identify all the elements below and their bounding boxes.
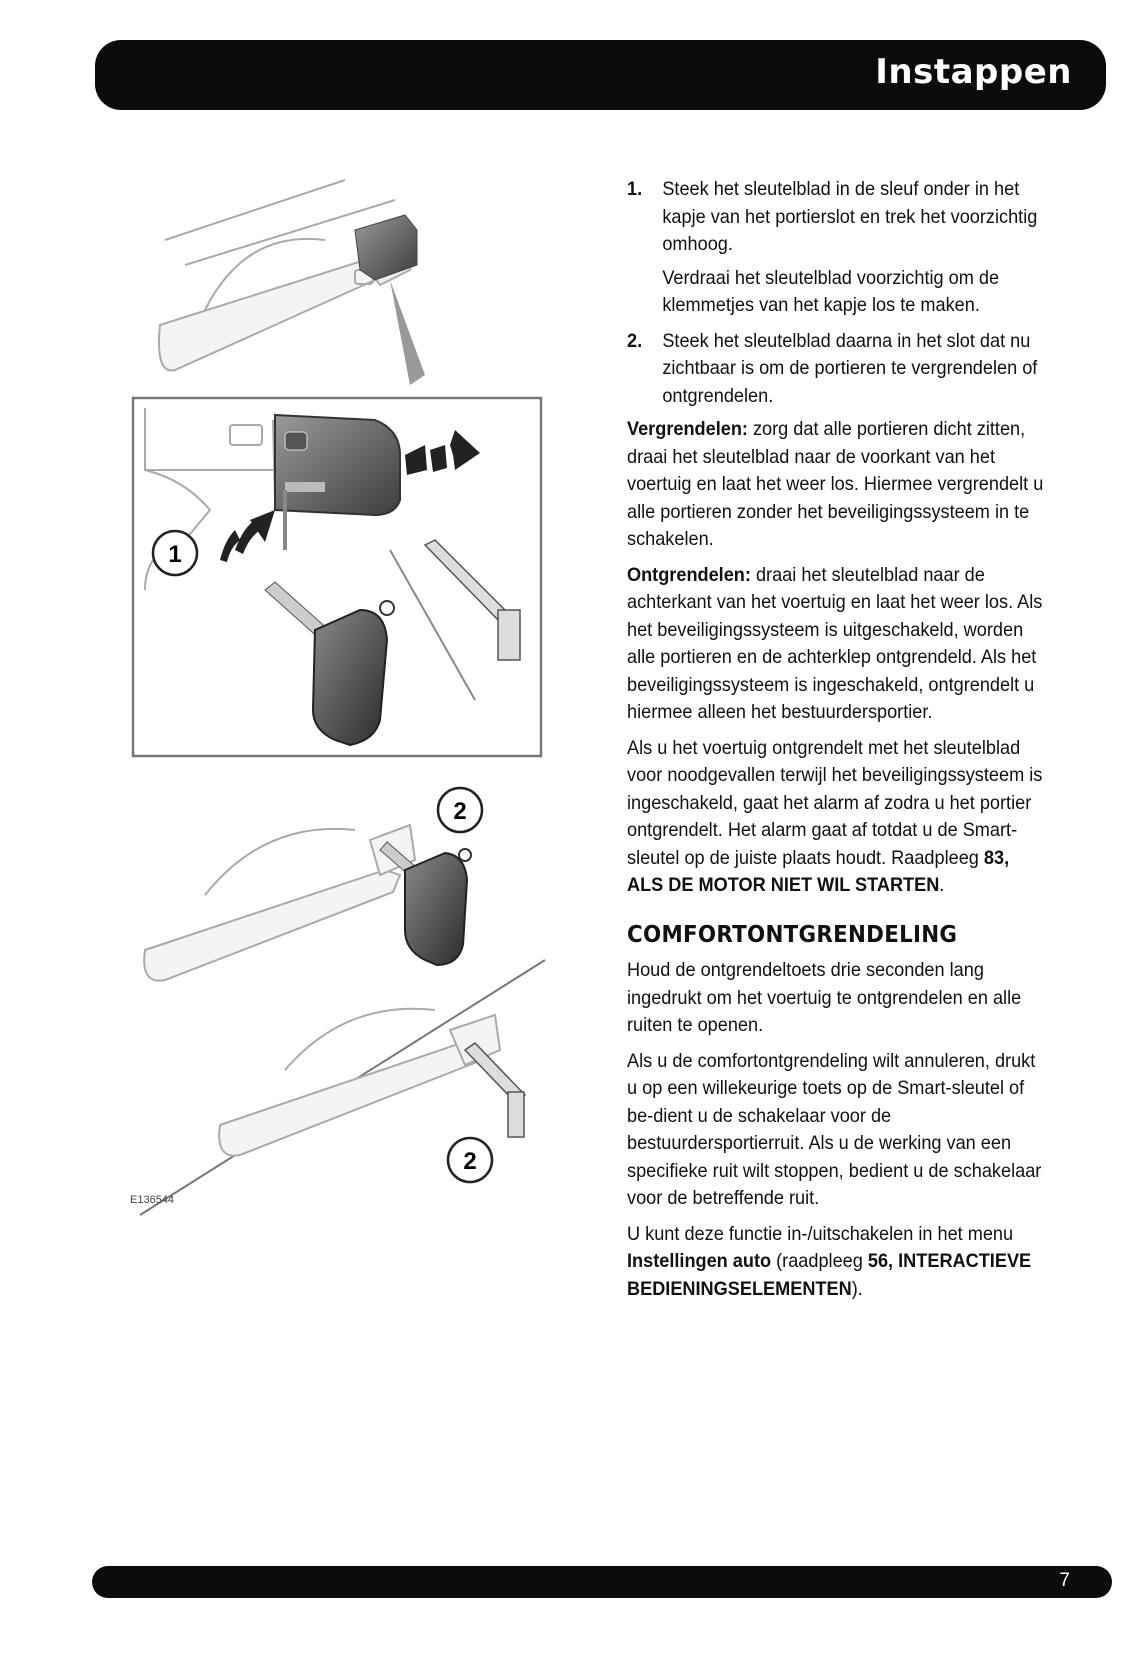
comfort-heading: COMFORTONTGRENDELING <box>627 921 958 948</box>
detail-lock-cap <box>275 415 400 515</box>
smart-key-in-lock <box>380 842 471 965</box>
unlock-paragraph <box>627 562 1046 727</box>
lock-paragraph <box>627 416 1046 554</box>
alarm-paragraph <box>627 735 1046 900</box>
callout-1-label: 1 <box>168 541 182 568</box>
alarm-end: . <box>939 874 945 896</box>
alarm-reference-link[interactable]: 83, ALS DE MOTOR NIET WIL STARTEN <box>627 846 1010 896</box>
comfort-paragraph-3 <box>627 1221 1046 1304</box>
lock-text: zorg dat alle portieren dicht zitten, draai het sleutelblad naar de voorkant van het voertuig en laat het weer los. Hiermee vergrendelt u alle portieren zonder het beveiligingssysteem in te schakelen. <box>627 418 1044 550</box>
step-1-note: Verdraai het sleutelblad voorzichtig om de klemmetjes van het kapje los te maken. <box>662 266 1000 316</box>
step-2 <box>627 328 1046 411</box>
callout-2b-label: 2 <box>463 1148 477 1175</box>
menu-name: Instellingen auto <box>627 1250 772 1272</box>
comfort-paragraph-1: Houd de ontgrendeltoets drie seconden lang ingedrukt om het voertuig te ontgrendelen en alle ruiten te openen. <box>627 959 1022 1036</box>
content-column <box>627 176 1046 1311</box>
callout-2a-label: 2 <box>453 798 467 825</box>
step-number: 2. <box>627 329 643 352</box>
footer-bar <box>92 1566 1112 1598</box>
step-text: Steek het sleutelblad daarna in het slot dat nu zichtbaar is om de portieren te vergrendelen of ontgrendelen. <box>662 329 1038 407</box>
unlock-label: Ontgrendelen: <box>627 563 751 586</box>
lock-label: Vergrendelen: <box>627 418 748 440</box>
door-handle-illustration <box>125 170 580 1280</box>
page-number: 7 <box>1059 1570 1070 1591</box>
middle-handle-drawing <box>144 825 415 981</box>
comfort-p3-mid: (raadpleeg <box>771 1250 868 1272</box>
step-text: Steek het sleutelblad in de sleuf onder in het kapje van het portierslot en trek het voorzichtig omhoog. <box>662 178 1038 255</box>
comfort-p3-end: ). <box>851 1277 863 1300</box>
page-title: Instappen <box>875 52 1072 92</box>
comfort-reference-link[interactable]: 56, INTERACTIEVE BEDIENINGSELEMENTEN <box>627 1250 1032 1300</box>
figure-ref-code: E136544 <box>130 1194 175 1206</box>
unlock-text: draai het sleutelblad naar de achterkant van het voertuig en laat het weer los. Als het beveiligingssysteem is uitgeschakeld, worden alle portieren en de achterklep ontgrendeld. Als het beveiligingssysteem is ingeschakeld, ontgrendelt u hiermee alleen het bestuurdersportier. <box>627 563 1043 723</box>
header-bar <box>95 40 1106 110</box>
comfort-paragraph-2: Als u de comfortontgrendeling wilt annuleren, drukt u op een willekeurige toets op de Smart-sleutel of be-dient u de schakelaar voor de bestuurdersportierruit. Als u de werking van een specifieke ruit wilt stoppen, bedient u de schakelaar voor de betreffende ruit. <box>627 1049 1042 1209</box>
step-number: 1. <box>627 178 643 200</box>
comfort-p3-start: U kunt deze functie in-/uitschakelen in het menu <box>627 1222 1014 1245</box>
key-blade-in-lock <box>465 1043 525 1137</box>
alarm-text: Als u het voertuig ontgrendelt met het sleutelblad voor noodgevallen terwijl het beveiligingssysteem is ingeschakeld, gaat het alarm af zodra u het portier ontgrendelt. Het alarm gaat af totdat u de Smart-sleutel op de juiste plaats houdt. Raadpleeg <box>627 736 1043 869</box>
bottom-handle-drawing <box>219 1009 500 1156</box>
step-1 <box>627 176 1046 259</box>
